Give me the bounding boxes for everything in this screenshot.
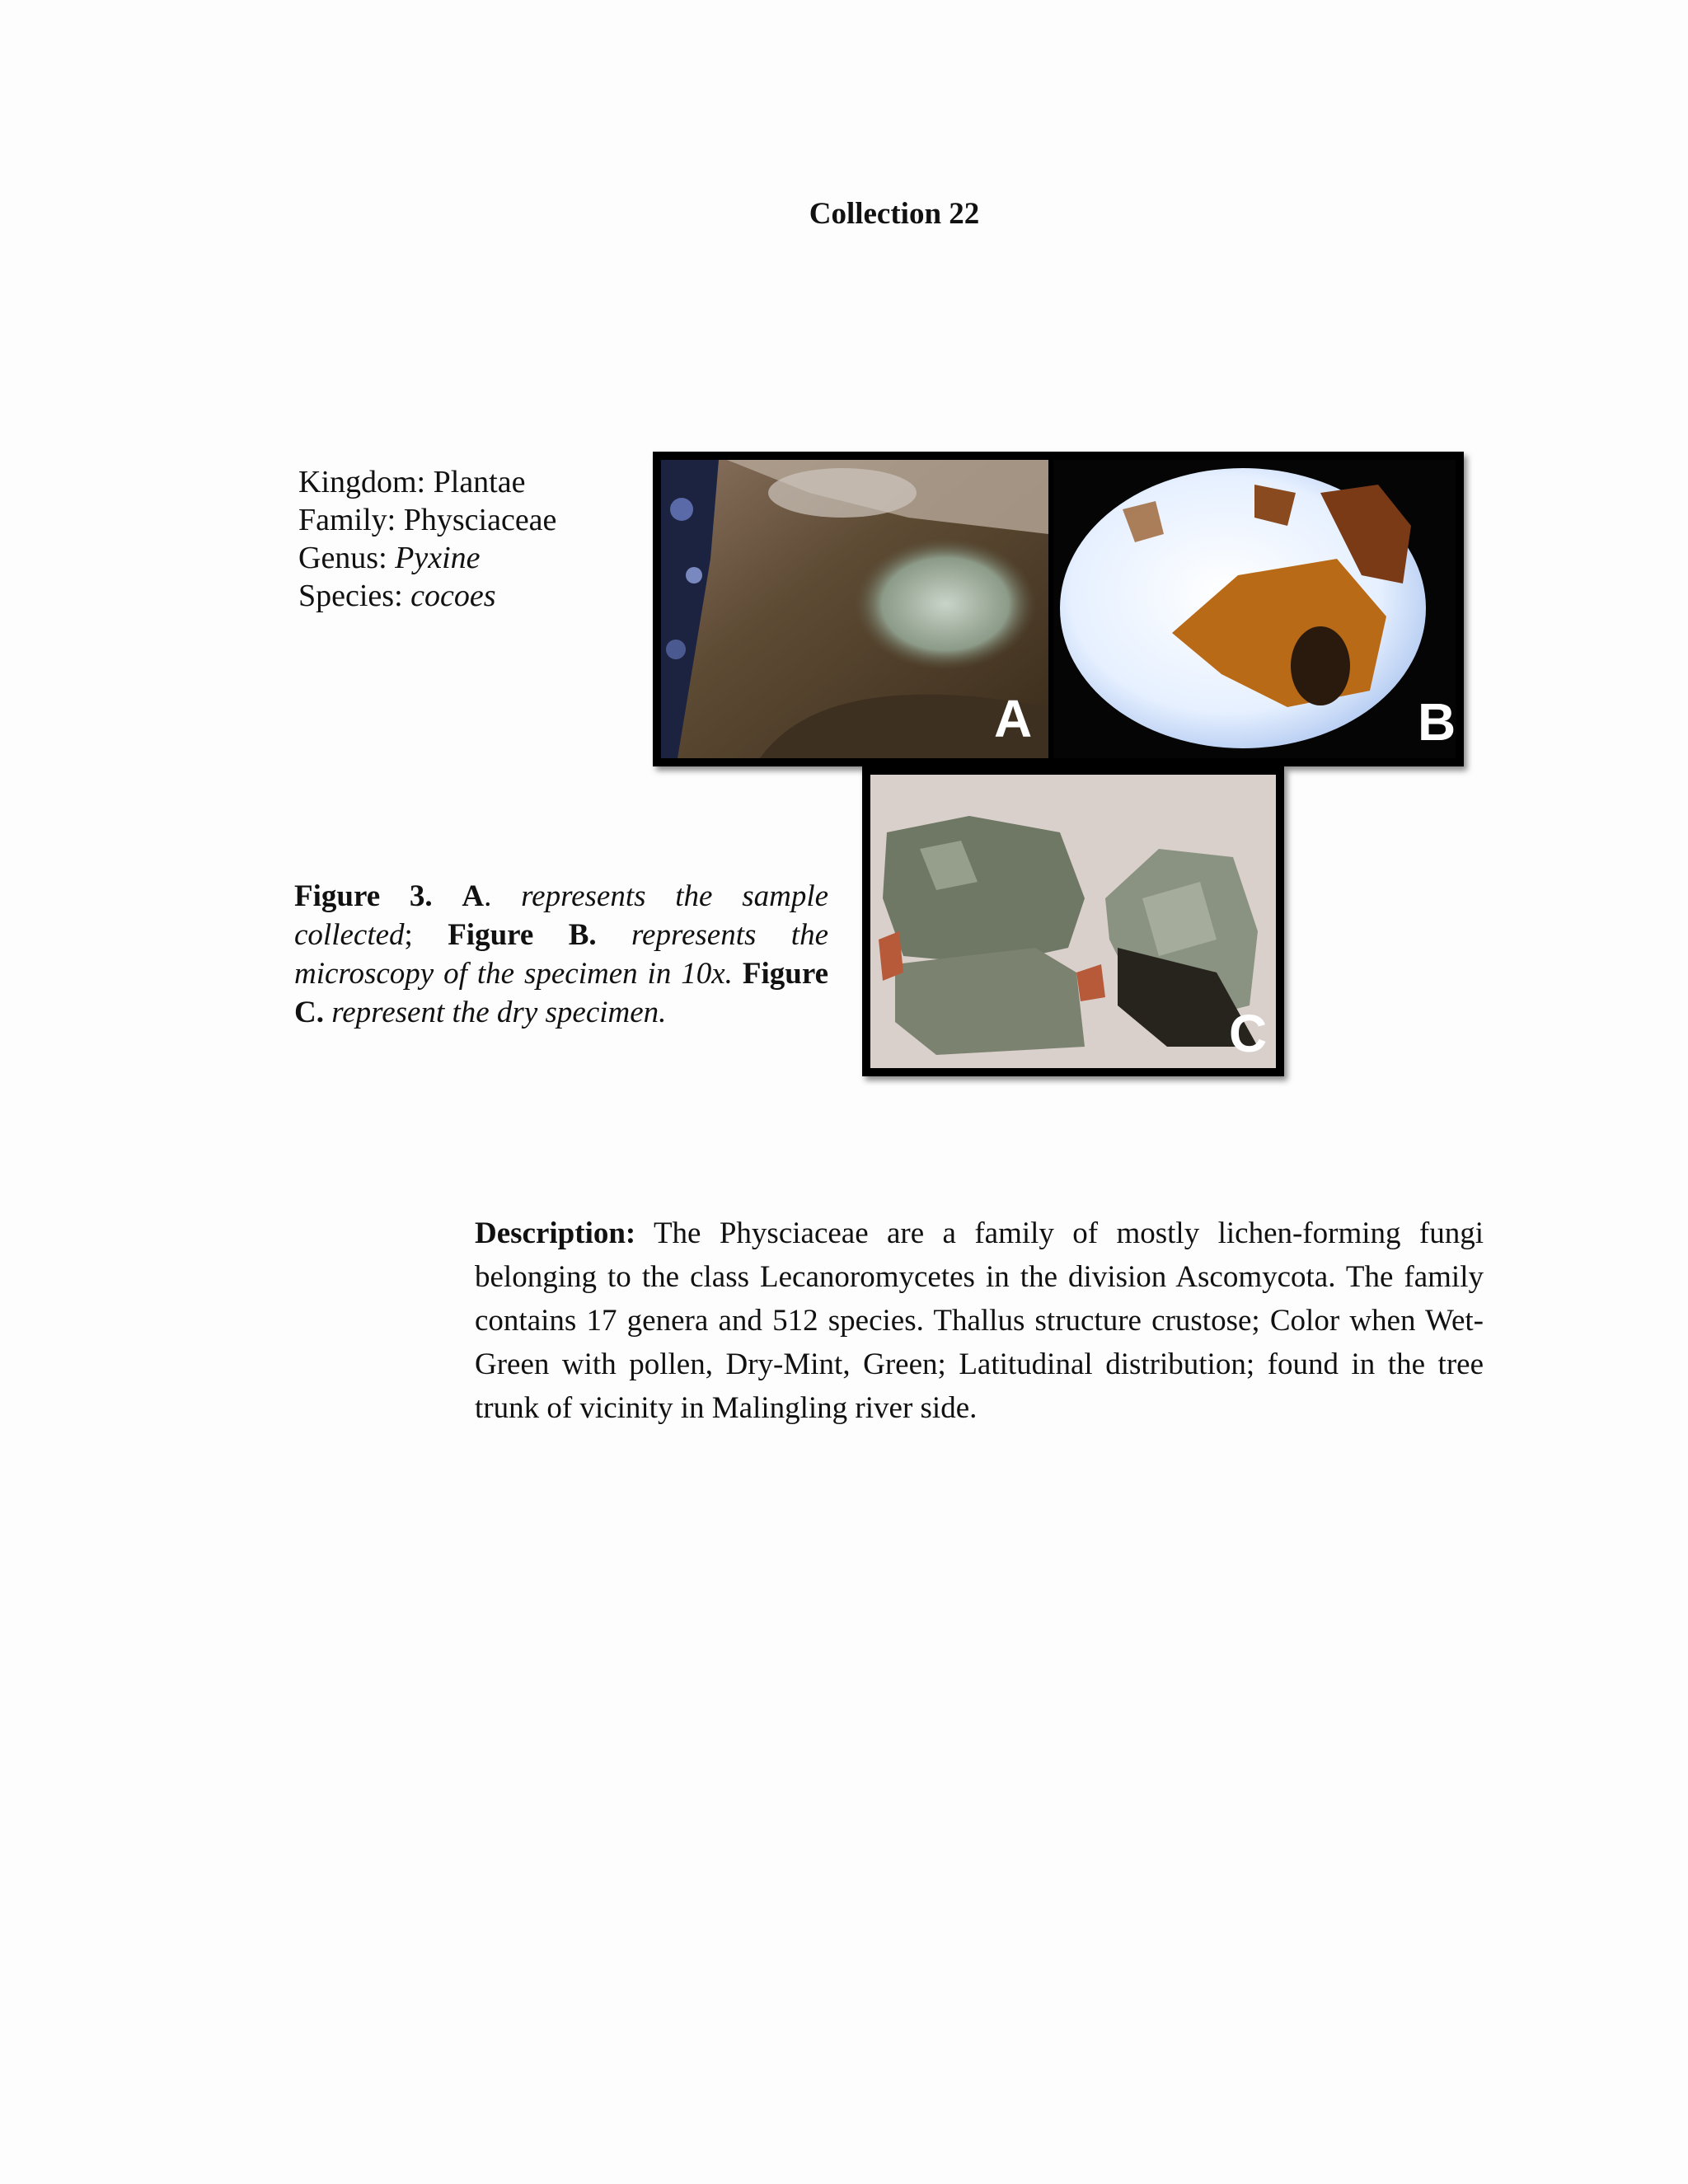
caption-b-text: represents the microscopy of the specimen in 10x. — [294, 918, 828, 991]
caption-figure-b: Figure B. — [448, 918, 597, 952]
panel-label-c: C — [1229, 1004, 1268, 1063]
page-title: Collection 22 — [809, 197, 980, 231]
photo-b — [1053, 460, 1456, 758]
specimen-photos-ab — [661, 460, 1456, 758]
kingdom-value: Plantae — [433, 465, 526, 499]
kingdom-row — [298, 463, 556, 501]
panel-label-b: B — [1418, 692, 1456, 752]
taxonomy-block — [298, 463, 556, 615]
caption-c-text: represent the dry specimen. — [331, 996, 667, 1029]
family-row — [298, 501, 556, 539]
description-paragraph — [475, 1212, 1484, 1430]
family-value: Physciaceae — [403, 503, 557, 537]
species-row — [298, 577, 556, 615]
photo-panel-ab — [653, 452, 1464, 766]
species-value: cocoes — [410, 579, 496, 613]
family-label: Family: — [298, 503, 396, 537]
photo-panel-c — [862, 766, 1284, 1076]
description-text: The Physciaceae are a family of mostly lichen-forming fungi belonging to the class Lecanoromycetes in the division Ascomycota. The family contains 17 genera and 512 species. Thallus structure crustose; Color when Wet-Green with pollen, Dry-Mint, Green; Latitudinal distribution; found in the tree trunk of vicinity in Malingling river side. — [475, 1216, 1484, 1425]
caption-figure-c: Figure C. — [294, 957, 829, 1029]
caption-figure3: Figure 3. — [294, 879, 433, 913]
figure-caption: Figure 3. A. represents the sample collected; Figure B. represents the microscopy of the specimen in 10x. Figure C. represent the dry specimen. — [294, 879, 829, 1029]
photo-c — [870, 775, 1276, 1068]
panel-label-a: A — [994, 689, 1033, 748]
genus-row — [298, 539, 556, 577]
genus-value: Pyxine — [395, 541, 481, 575]
kingdom-label: Kingdom: — [298, 465, 426, 499]
caption-a-label: A — [462, 879, 485, 913]
caption-a-text: represents the sample collected — [294, 879, 829, 952]
description-label: Description: — [475, 1216, 636, 1250]
species-label: Species: — [298, 579, 403, 613]
photo-a — [661, 460, 1048, 758]
genus-label: Genus: — [298, 541, 387, 575]
